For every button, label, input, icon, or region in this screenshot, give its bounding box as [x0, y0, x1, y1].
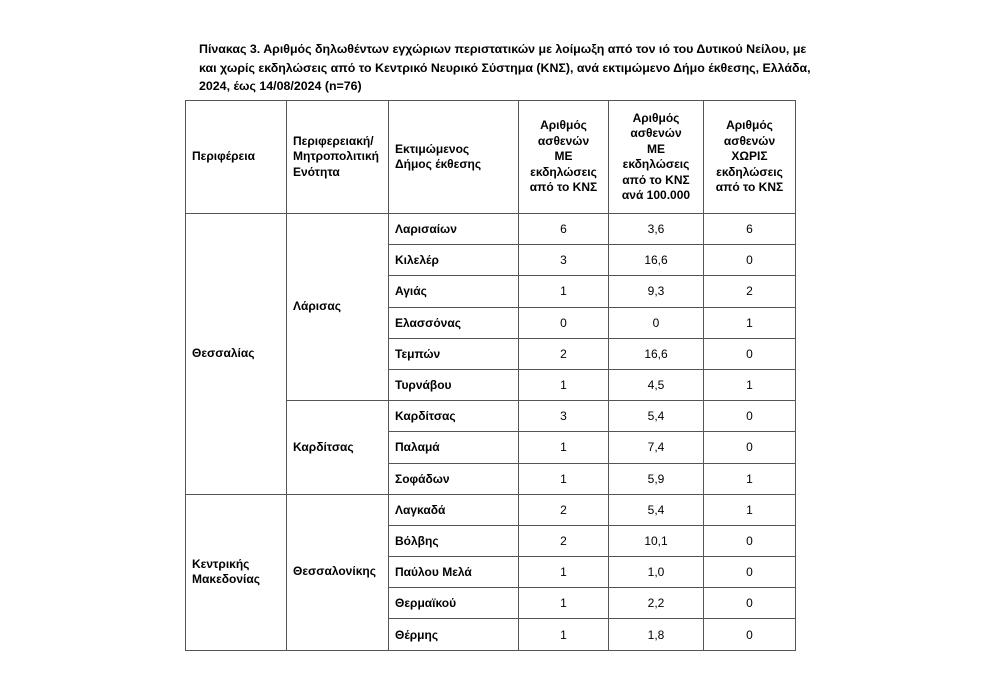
with-cns-cell: 2	[519, 338, 609, 369]
dimos-cell: Τυρνάβου	[389, 369, 519, 400]
cases-table	[185, 100, 796, 651]
without-cns-cell: 0	[704, 588, 796, 619]
dimos-cell: Σοφάδων	[389, 463, 519, 494]
table-row	[186, 214, 796, 245]
region-name: Θεσσαλίας	[192, 346, 255, 361]
region-name: Κεντρικής	[192, 556, 250, 571]
header-text: Δήμος έκθεσης	[395, 157, 482, 171]
header-text: εκδηλώσεις	[530, 164, 597, 179]
header-text: από το ΚΝΣ	[622, 172, 690, 187]
with-cns-cell: 0	[519, 307, 609, 338]
without-cns-cell: 2	[704, 276, 796, 307]
header-text: Περιφέρεια	[192, 149, 255, 164]
header-with-cns	[519, 101, 609, 214]
header-dimos	[389, 101, 519, 214]
header-unit	[287, 101, 389, 214]
unit-cell	[287, 214, 389, 401]
per-100k-cell: 1,8	[609, 619, 704, 650]
dimos-cell: Αγιάς	[389, 276, 519, 307]
per-100k-cell: 1,0	[609, 557, 704, 588]
header-text: Ενότητα	[293, 164, 340, 179]
without-cns-cell: 0	[704, 432, 796, 463]
header-region	[186, 101, 287, 214]
with-cns-cell: 2	[519, 494, 609, 525]
unit-name: Θεσσαλονίκης	[293, 564, 376, 579]
header-text: Αριθμός	[540, 118, 587, 133]
with-cns-cell: 1	[519, 619, 609, 650]
per-100k-cell: 16,6	[609, 338, 704, 369]
header-text: Περιφερειακή/	[293, 133, 374, 148]
header-text: ΜΕ	[554, 149, 573, 164]
caption-line-2: και χωρίς εκδηλώσεις από το Κεντρικό Νευρικό Σύστημα (ΚΝΣ), ανά εκτιμώμενο Δήμο έκθεσης, Ελλάδα,	[199, 60, 811, 75]
without-cns-cell: 0	[704, 525, 796, 556]
header-text: ασθενών	[537, 133, 590, 148]
per-100k-cell: 3,6	[609, 214, 704, 245]
table-caption	[199, 40, 811, 96]
with-cns-cell: 1	[519, 463, 609, 494]
with-cns-cell: 1	[519, 276, 609, 307]
caption-line-3: 2024, έως 14/08/2024 (n=76)	[199, 79, 362, 93]
table-header-row	[186, 101, 796, 214]
per-100k-cell: 5,9	[609, 463, 704, 494]
with-cns-cell: 1	[519, 432, 609, 463]
with-cns-cell: 6	[519, 214, 609, 245]
per-100k-cell: 4,5	[609, 369, 704, 400]
table-row	[186, 494, 796, 525]
header-text: από το ΚΝΣ	[715, 180, 784, 195]
with-cns-cell: 3	[519, 245, 609, 276]
header-text: εκδηλώσεις	[716, 164, 783, 179]
without-cns-cell: 1	[704, 369, 796, 400]
header-text: ασθενών	[723, 133, 776, 148]
per-100k-cell: 10,1	[609, 525, 704, 556]
caption-line-1: Πίνακας 3. Αριθμός δηλωθέντων εγχώριων περιστατικών με λοίμωξη από τον ιό του Δυτικού Νείλου, με	[199, 42, 807, 56]
header-text: Εκτιμώμενος	[395, 141, 470, 156]
table-body	[186, 214, 796, 651]
without-cns-cell: 1	[704, 494, 796, 525]
header-text: ΜΕ	[647, 141, 665, 156]
with-cns-cell: 2	[519, 525, 609, 556]
region-cell	[186, 214, 287, 495]
unit-cell	[287, 494, 389, 650]
with-cns-cell: 1	[519, 588, 609, 619]
with-cns-cell: 1	[519, 369, 609, 400]
header-without-cns	[704, 101, 796, 214]
dimos-cell: Θέρμης	[389, 619, 519, 650]
unit-name: Καρδίτσας	[293, 439, 354, 454]
unit-cell	[287, 401, 389, 495]
header-text: Αριθμός	[726, 118, 773, 133]
with-cns-cell: 1	[519, 557, 609, 588]
dimos-cell: Λαγκαδά	[389, 494, 519, 525]
header-per-100k	[609, 101, 704, 214]
header-text: από το ΚΝΣ	[529, 180, 598, 195]
header-text: Αριθμός	[632, 110, 680, 125]
dimos-cell: Θερμαϊκού	[389, 588, 519, 619]
without-cns-cell: 0	[704, 401, 796, 432]
dimos-cell: Καρδίτσας	[389, 401, 519, 432]
dimos-cell: Ελασσόνας	[389, 307, 519, 338]
per-100k-cell: 5,4	[609, 401, 704, 432]
without-cns-cell: 0	[704, 557, 796, 588]
dimos-cell: Παλαμά	[389, 432, 519, 463]
region-name: Μακεδονίας	[192, 572, 260, 587]
without-cns-cell: 0	[704, 619, 796, 650]
header-text: ΧΩΡΙΣ	[731, 149, 768, 164]
dimos-cell: Τεμπών	[389, 338, 519, 369]
per-100k-cell: 0	[609, 307, 704, 338]
with-cns-cell: 3	[519, 401, 609, 432]
without-cns-cell: 0	[704, 338, 796, 369]
header-text: Μητροπολιτική	[293, 149, 380, 164]
dimos-cell: Βόλβης	[389, 525, 519, 556]
header-text: ανά 100.000	[621, 188, 691, 202]
without-cns-cell: 0	[704, 245, 796, 276]
dimos-cell: Παύλου Μελά	[389, 557, 519, 588]
without-cns-cell: 1	[704, 463, 796, 494]
dimos-cell: Κιλελέρ	[389, 245, 519, 276]
per-100k-cell: 7,4	[609, 432, 704, 463]
without-cns-cell: 6	[704, 214, 796, 245]
per-100k-cell: 16,6	[609, 245, 704, 276]
region-cell	[186, 494, 287, 650]
without-cns-cell: 1	[704, 307, 796, 338]
per-100k-cell: 2,2	[609, 588, 704, 619]
header-text: εκδηλώσεις	[622, 157, 690, 171]
header-text: ασθενών	[630, 126, 682, 140]
per-100k-cell: 5,4	[609, 494, 704, 525]
dimos-cell: Λαρισαίων	[389, 214, 519, 245]
unit-name: Λάρισας	[293, 299, 341, 314]
per-100k-cell: 9,3	[609, 276, 704, 307]
